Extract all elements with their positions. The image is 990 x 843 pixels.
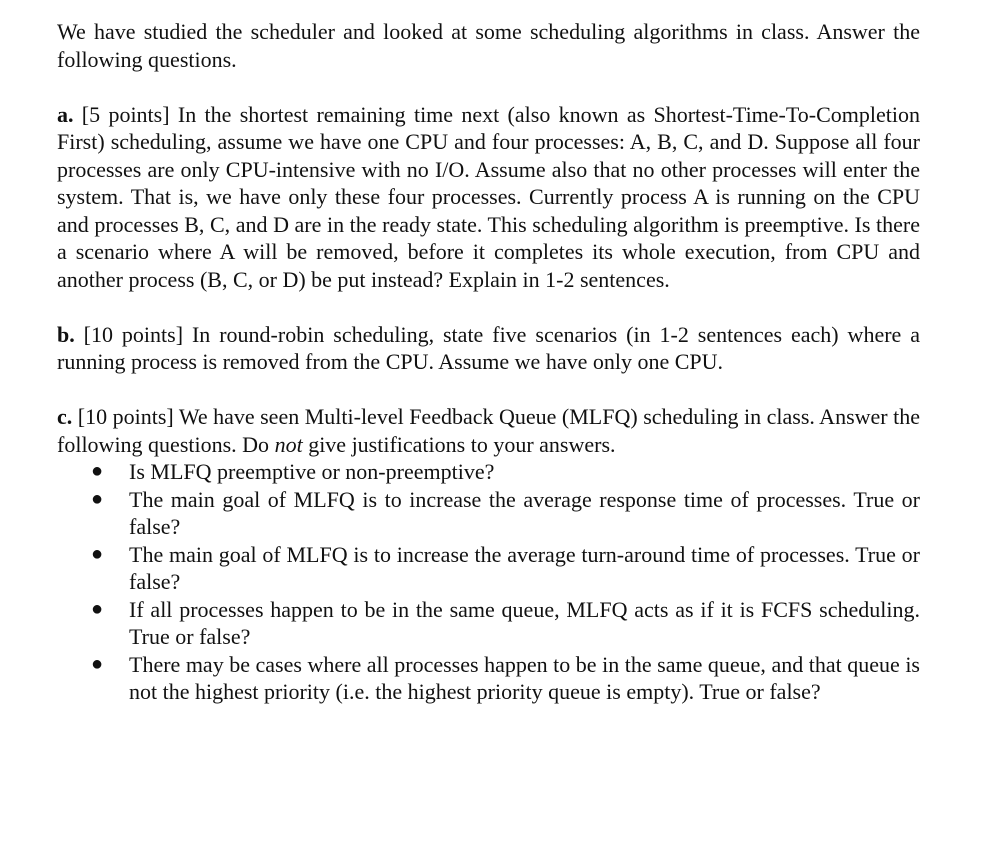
list-item xyxy=(57,541,920,596)
list-item xyxy=(57,596,920,651)
list-item-text: If all processes happen to be in the same queue, MLFQ acts as if it is FCFS scheduling. True or false? xyxy=(129,596,920,649)
list-item-text: The main goal of MLFQ is to increase the average turn-around time of processes. True or false? xyxy=(129,541,920,594)
question-a-text: [5 points] In the shortest remaining time next (also known as Shortest-Time-To-Completion First) scheduling, assume we have one CPU and four processes: A, B, C, and D. Suppose all four processes are only CPU-intensive with no I/O. Assume also that no other processes will enter the system. That is, we have only these four processes. Currently process A is running on the CPU and processes B, C, and D are in the ready state. This scheduling algorithm is preemptive. Is there a scenario where A will be removed, before it completes its whole execution, from CPU and another process (B, C, or D) be put instead? Explain in 1-2 sentences. xyxy=(57,101,920,292)
question-b xyxy=(57,321,920,376)
question-c xyxy=(57,403,920,458)
list-item-text: There may be cases where all processes happen to be in the same queue, and that queue is not the highest priority (i.e. the highest priority queue is empty). True or false? xyxy=(129,651,920,704)
intro-paragraph: We have studied the scheduler and looked at some scheduling algorithms in class. Answer the following questions. xyxy=(57,19,920,72)
question-a-label: a. xyxy=(57,101,74,127)
list-item-text: Is MLFQ preemptive or non-preemptive? xyxy=(129,459,495,484)
mlfq-question-list xyxy=(57,458,920,706)
question-b-label: b. xyxy=(57,321,75,347)
question-a xyxy=(57,101,920,294)
bullet-icon: ● xyxy=(91,597,104,620)
list-item xyxy=(57,651,920,706)
list-item xyxy=(57,458,920,486)
question-c-text-before: [10 points] We have seen Multi-level Feedback Queue (MLFQ) scheduling in class. Answer the following questions. Do xyxy=(57,404,920,457)
bullet-icon: ● xyxy=(91,460,104,482)
bullet-icon: ● xyxy=(91,542,104,565)
question-c-text-after: give justifications to your answers. xyxy=(302,431,616,457)
question-c-label: c. xyxy=(57,404,73,429)
question-c-emphasis: not xyxy=(274,431,303,457)
list-item-text: The main goal of MLFQ is to increase the average response time of processes. True or false? xyxy=(129,486,920,539)
bullet-icon: ● xyxy=(91,652,104,675)
question-b-text: [10 points] In round-robin scheduling, state five scenarios (in 1-2 sentences each) where a running process is removed from the CPU. Assume we have only one CPU. xyxy=(57,321,920,374)
list-item xyxy=(57,486,920,541)
bullet-icon: ● xyxy=(91,487,104,510)
